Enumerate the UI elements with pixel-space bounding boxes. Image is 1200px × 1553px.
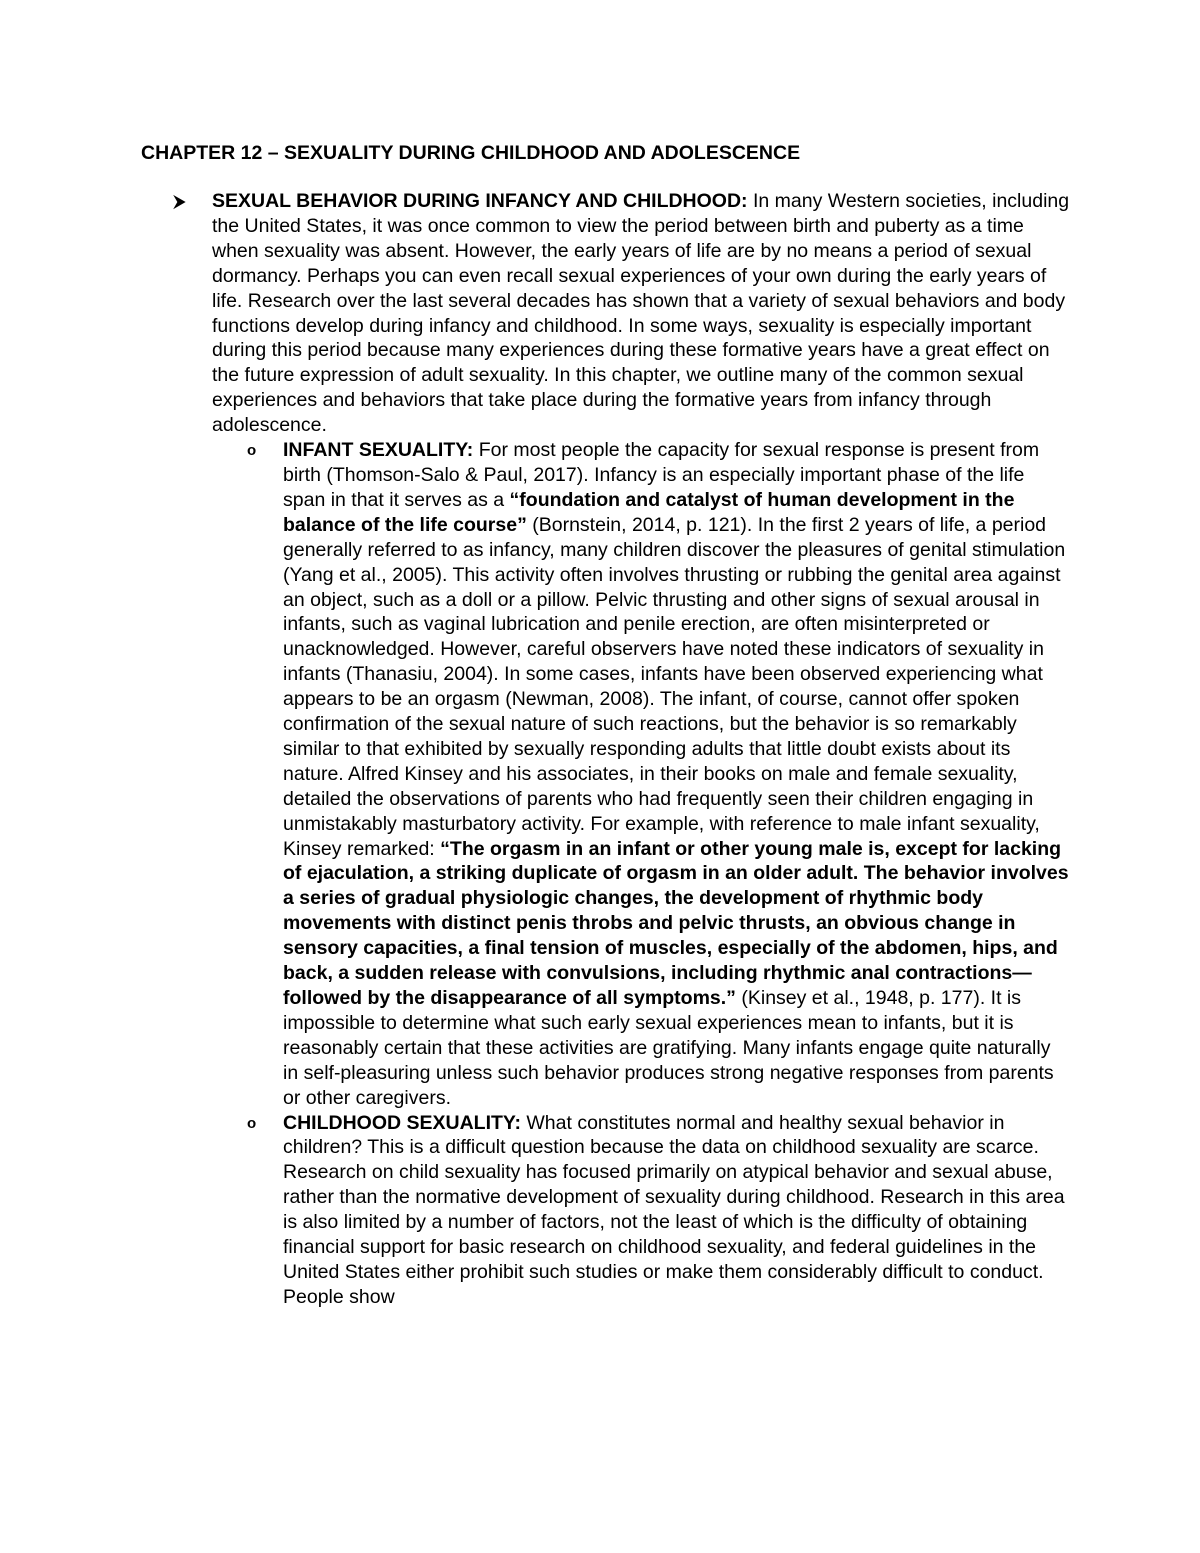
section-paragraph: [212, 189, 1070, 438]
chapter-title: CHAPTER 12 – SEXUALITY DURING CHILDHOOD AND ADOLESCENCE: [141, 142, 801, 164]
childhood-paragraph: [283, 1111, 1070, 1310]
bornstein-quote: “foundation and catalyst of human development in the balance of the life course”: [283, 488, 1015, 536]
arrowhead-bullet-icon: ⮞: [173, 191, 187, 211]
subsection-infant-sexuality: [212, 438, 1070, 1110]
subsection-childhood-sexuality: [212, 1111, 1070, 1310]
infant-paragraph: [283, 438, 1070, 1110]
circle-bullet-icon: o: [247, 442, 257, 460]
infant-text-2: (Bornstein, 2014, p. 121). In the first 2 years of life, a period generally referred to as infancy, many children discover the pleasures of genital stimulation (Yang et al., 2005). This activity often involves thrusting or rubbing the genital area against an object, such as a doll or a pillow. Pelvic thrusting and other signs of sexual arousal in infants, such as vaginal lubrication and penile erection, are often misinterpreted or unacknowledged. However, careful observers have noted these indicators of sexuality in infants (Thanasiu, 2004). In some cases, infants have been observed experiencing what appears to be an orgasm (Newman, 2008). The infant, of course, cannot offer spoken confirmation of the sexual nature of such reactions, but the behavior is so remarkably similar to that exhibited by sexually responding adults that little doubt exists about its nature. Alfred Kinsey and his associates, in their books on male and female sexuality, detailed the observations of parents who had frequently seen their children engaging in unmistakably masturbatory activity. For example, with reference to male infant sexuality, Kinsey remarked:: [283, 513, 1066, 860]
kinsey-quote: “The orgasm in an infant or other young male is, except for lacking of ejaculation, a striking duplicate of orgasm in an older adult. The behavior involves a series of gradual physiologic changes, the development of rhythmic body movements with distinct penis throbs and pelvic thrusts, an obvious change in sensory capacities, a final tension of muscles, especially of the abdomen, hips, and back, a sudden release with convulsions, including rhythmic anal contractions—followed by the disappearance of all symptoms.”: [283, 837, 1069, 1009]
circle-bullet-icon: o: [247, 1114, 257, 1132]
infant-text-1: For most people the capacity for sexual response is present from birth (Thomson-Salo & Paul, 2017). Infancy is an especially important phase of the life span in that it serves as a: [283, 439, 1040, 511]
childhood-heading: CHILDHOOD SEXUALITY:: [283, 1111, 521, 1134]
infant-text-3: (Kinsey et al., 1948, p. 177). It is impossible to determine what such early sexual experiences mean to infants, but it is reasonably certain that these activities are gratifying. Many infants engage quite naturally in self-pleasuring unless such behavior produces strong negative responses from parents or other caregivers.: [283, 987, 1054, 1109]
section-heading: SEXUAL BEHAVIOR DURING INFANCY AND CHILDHOOD:: [212, 190, 748, 212]
section-body: In many Western societies, including the United States, it was once common to view the period between birth and puberty as a time when sexuality was absent. However, the early years of life are by no means a period of sexual dormancy. Perhaps you can even recall sexual experiences of your own during the early years of life. Research over the last several decades has shown that a variety of sexual behaviors and body functions develop during infancy and childhood. In some ways, sexuality is especially important during this period because many experiences during these formative years have a great effect on the future expression of adult sexuality. In this chapter, we outline many of the common sexual experiences and behaviors that take place during the formative years from infancy through adolescence.: [212, 190, 1070, 437]
section-sexual-behavior-infancy-childhood: [141, 189, 1070, 1310]
infant-heading: INFANT SEXUALITY:: [283, 439, 474, 462]
childhood-text: What constitutes normal and healthy sexual behavior in children? This is a difficult question because the data on childhood sexuality are scarce. Research on child sexuality has focused primarily on atypical behavior and sexual abuse, rather than the normative development of sexuality during childhood. Research in this area is also limited by a number of factors, not the least of which is the difficulty of obtaining financial support for basic research on childhood sexuality, and federal guidelines in the United States either prohibit such studies or make them considerably difficult to conduct. People show: [283, 1111, 1065, 1308]
